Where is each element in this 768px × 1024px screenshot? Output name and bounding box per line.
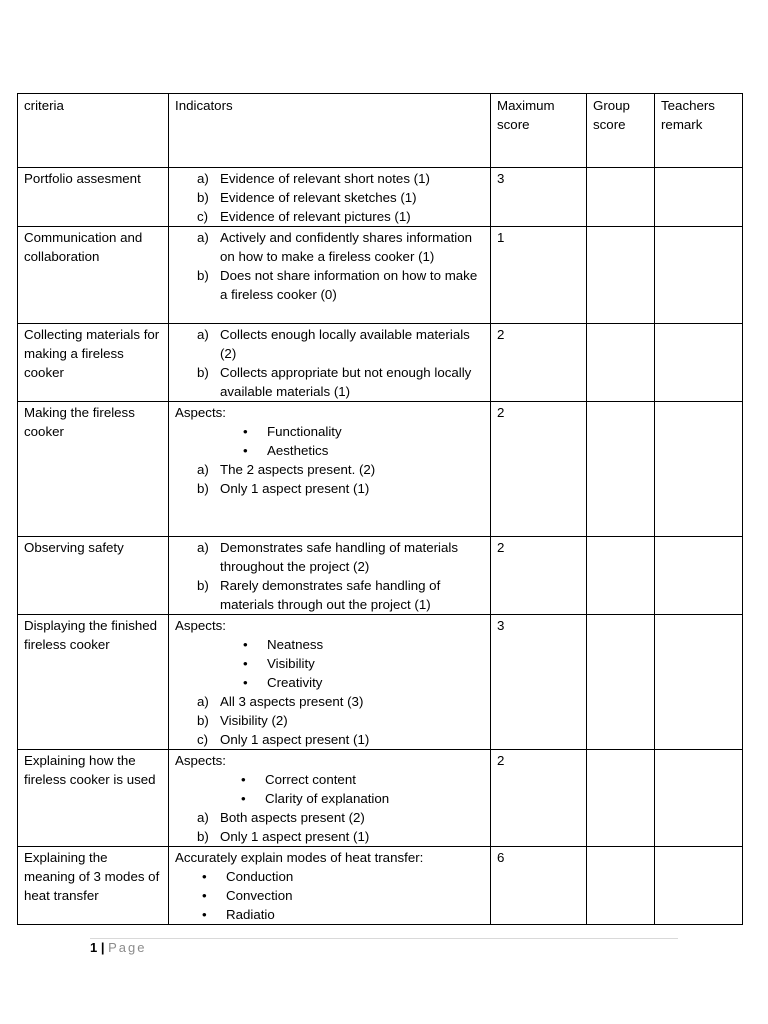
list-item — [175, 711, 484, 730]
list-item-text: Convection — [226, 888, 293, 903]
teachers-remark-cell — [655, 168, 743, 227]
bullet-icon: • — [241, 791, 246, 806]
list-item-text: Both aspects present (2) — [220, 810, 365, 825]
list-item-text: Evidence of relevant sketches (1) — [220, 190, 417, 205]
indicator-lead-text: Accurately explain modes of heat transfer: — [175, 850, 424, 865]
group-score-cell — [587, 402, 655, 537]
criteria-cell: Communication and collaboration — [18, 227, 169, 324]
table-row — [18, 168, 743, 227]
bullet-icon: • — [202, 907, 207, 922]
teachers-remark-cell — [655, 615, 743, 750]
list-item-text: Conduction — [226, 869, 294, 884]
max-score-cell: 6 — [491, 847, 587, 925]
max-score-cell: 2 — [491, 537, 587, 615]
list-item — [175, 188, 484, 207]
list-marker: c) — [197, 732, 209, 747]
criteria-cell: Displaying the finished fireless cooker — [18, 615, 169, 750]
list-item — [175, 673, 484, 692]
max-score-cell: 3 — [491, 615, 587, 750]
list-item-text: Visibility — [267, 656, 315, 671]
group-score-cell — [587, 227, 655, 324]
list-item — [175, 808, 484, 827]
indicators-cell — [169, 168, 491, 227]
list-item-text: Aesthetics — [267, 443, 329, 458]
group-score-cell — [587, 168, 655, 227]
list-item-text: Demonstrates safe handling of materials throughout the project (2) — [220, 540, 458, 574]
group-score-cell — [587, 324, 655, 402]
bullet-icon: • — [243, 424, 248, 439]
list-item-text: Functionality — [267, 424, 342, 439]
list-marker: a) — [197, 810, 209, 825]
list-marker: b) — [197, 578, 209, 593]
header-criteria: criteria — [18, 94, 169, 168]
list-item — [175, 460, 484, 479]
indicators-cell — [169, 615, 491, 750]
list-item-text: Radiatio — [226, 907, 275, 922]
list-item-text: The 2 aspects present. (2) — [220, 462, 376, 477]
list-item — [175, 886, 484, 905]
max-score-cell: 2 — [491, 402, 587, 537]
list-item-text: Evidence of relevant short notes (1) — [220, 171, 430, 186]
list-item — [175, 363, 484, 401]
aspect-bullet-list — [175, 422, 484, 460]
teachers-remark-cell — [655, 537, 743, 615]
bullet-icon: • — [243, 675, 248, 690]
header-indicators: Indicators — [169, 94, 491, 168]
group-score-cell — [587, 537, 655, 615]
bullet-icon: • — [241, 772, 246, 787]
indicator-list — [175, 460, 484, 498]
list-item-text: Only 1 aspect present (1) — [220, 829, 370, 844]
criteria-cell: Observing safety — [18, 537, 169, 615]
indicator-list — [175, 169, 484, 226]
table-row — [18, 324, 743, 402]
group-score-cell — [587, 750, 655, 847]
list-item — [175, 867, 484, 886]
criteria-cell: Portfolio assesment — [18, 168, 169, 227]
list-marker: a) — [197, 540, 209, 555]
table-row — [18, 750, 743, 847]
bullet-icon: • — [243, 656, 248, 671]
list-marker: a) — [197, 462, 209, 477]
header-group-score: Group score — [587, 94, 655, 168]
list-item-text: Clarity of explanation — [265, 791, 390, 806]
list-item-text: Collects enough locally available materials (2) — [220, 327, 470, 361]
list-item — [175, 325, 484, 363]
list-marker: a) — [197, 694, 209, 709]
list-item — [175, 692, 484, 711]
list-marker: b) — [197, 481, 209, 496]
group-score-cell — [587, 847, 655, 925]
footer-divider — [90, 938, 678, 939]
list-item — [175, 479, 484, 498]
bullet-icon: • — [243, 443, 248, 458]
page-label: Page — [108, 940, 147, 955]
indicators-cell — [169, 537, 491, 615]
indicators-cell — [169, 847, 491, 925]
list-item-text: Evidence of relevant pictures (1) — [220, 209, 411, 224]
aspects-label: Aspects: — [175, 618, 226, 633]
page-number: 1 — [90, 940, 98, 955]
teachers-remark-cell — [655, 402, 743, 537]
list-marker: b) — [197, 268, 209, 283]
list-item-text: Neatness — [267, 637, 324, 652]
list-marker: c) — [197, 209, 209, 224]
list-item-text: Does not share information on how to make a fireless cooker (0) — [220, 268, 478, 302]
indicators-cell — [169, 402, 491, 537]
page-separator: | — [100, 940, 105, 955]
list-item — [175, 905, 484, 924]
list-item-text: Actively and confidently shares information on how to make a fireless cooker (1) — [220, 230, 473, 264]
list-item — [175, 266, 484, 304]
teachers-remark-cell — [655, 750, 743, 847]
list-item — [175, 207, 484, 226]
max-score-cell: 2 — [491, 324, 587, 402]
max-score-cell: 1 — [491, 227, 587, 324]
bullet-icon: • — [202, 869, 207, 884]
list-item — [175, 730, 484, 749]
list-marker: b) — [197, 713, 209, 728]
bullet-icon: • — [202, 888, 207, 903]
table-row — [18, 615, 743, 750]
header-row — [18, 94, 743, 168]
list-marker: a) — [197, 327, 209, 342]
list-item-text: Visibility (2) — [220, 713, 288, 728]
teachers-remark-cell — [655, 227, 743, 324]
rubric-table — [17, 93, 743, 925]
criteria-cell: Explaining the meaning of 3 modes of heat transfer — [18, 847, 169, 925]
list-item-text: Creativity — [267, 675, 323, 690]
list-marker: b) — [197, 829, 209, 844]
header-maximum-score: Maximum score — [491, 94, 587, 168]
list-marker: a) — [197, 171, 209, 186]
table-row — [18, 402, 743, 537]
list-item — [175, 228, 484, 266]
list-item-text: Collects appropriate but not enough locally available materials (1) — [220, 365, 472, 399]
heat-transfer-bullet-list — [175, 867, 484, 924]
list-item — [175, 576, 484, 614]
teachers-remark-cell — [655, 847, 743, 925]
indicators-cell — [169, 227, 491, 324]
table-row — [18, 537, 743, 615]
list-marker: b) — [197, 365, 209, 380]
teachers-remark-cell — [655, 324, 743, 402]
group-score-cell — [587, 615, 655, 750]
aspect-bullet-list — [175, 770, 484, 808]
indicators-cell — [169, 750, 491, 847]
table-row — [18, 227, 743, 324]
list-marker: b) — [197, 190, 209, 205]
indicator-list — [175, 325, 484, 401]
indicator-list — [175, 538, 484, 614]
list-item-text: Only 1 aspect present (1) — [220, 481, 370, 496]
list-item — [175, 789, 484, 808]
max-score-cell: 3 — [491, 168, 587, 227]
list-item — [175, 169, 484, 188]
aspect-bullet-list — [175, 635, 484, 692]
list-item — [175, 654, 484, 673]
list-item-text: Only 1 aspect present (1) — [220, 732, 370, 747]
page-footer — [90, 940, 147, 955]
aspects-label: Aspects: — [175, 405, 226, 420]
list-item — [175, 538, 484, 576]
indicator-list — [175, 228, 484, 304]
bullet-icon: • — [243, 637, 248, 652]
aspects-label: Aspects: — [175, 753, 226, 768]
indicator-list — [175, 692, 484, 749]
table-row — [18, 847, 743, 925]
criteria-cell: Making the fireless cooker — [18, 402, 169, 537]
list-marker: a) — [197, 230, 209, 245]
list-item — [175, 441, 484, 460]
list-item — [175, 827, 484, 846]
list-item-text: Rarely demonstrates safe handling of materials through out the project (1) — [220, 578, 441, 612]
list-item-text: Correct content — [265, 772, 356, 787]
criteria-cell: Collecting materials for making a fireless cooker — [18, 324, 169, 402]
list-item — [175, 635, 484, 654]
max-score-cell: 2 — [491, 750, 587, 847]
criteria-cell: Explaining how the fireless cooker is used — [18, 750, 169, 847]
indicator-list — [175, 808, 484, 846]
indicators-cell — [169, 324, 491, 402]
list-item-text: All 3 aspects present (3) — [220, 694, 364, 709]
list-item — [175, 770, 484, 789]
header-teachers-remark: Teachers remark — [655, 94, 743, 168]
list-item — [175, 422, 484, 441]
